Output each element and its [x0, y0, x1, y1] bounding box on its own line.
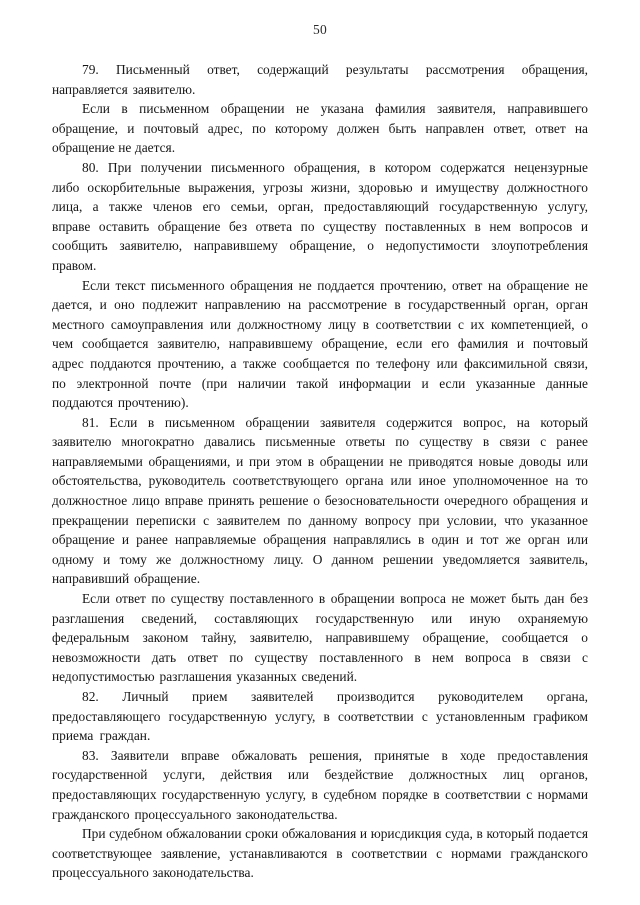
paragraph-82: 82. Личный прием заявителей производится руководителем органа, предоставляющего государственную услугу, в соответствии с установленным графиком приема граждан. [52, 689, 588, 744]
paragraph-79: 79. Письменный ответ, содержащий результаты рассмотрения обращения, направляется заявителю. [52, 62, 588, 97]
paragraph-83: 83. Заявители вправе обжаловать решения, принятые в ходе предоставления государственной услуги, действия или бездействие должностных лиц органов, предоставляющих государственную услугу, в судебном порядке в соответствии с нормами гражданского процессуального законодательства. [52, 747, 588, 822]
paragraph-court: При судебном обжаловании сроки обжалования и юрисдикция суда, в который подается соответствующее заявление, устанавливаются в соответствии с нормами гражданского процессуального законодательства. [52, 826, 588, 881]
paragraph-80: 80. При получении письменного обращения, в котором содержатся нецензурные либо оскорбительные выражения, угрозы жизни, здоровью и имуществу должностного лица, а также членов его семьи, орган, предоставляющий государственную услугу, вправе оставить обращение без ответа по существу поставленных в нем вопросов и сообщить заявителю, направившему обращение, о недопустимости злоупотребления правом. [52, 159, 588, 273]
document-body [52, 60, 588, 883]
paragraph-81: 81. Если в письменном обращении заявителя содержится вопрос, на который заявителю многократно давались письменные ответы по существу в связи с ранее направляемыми обращениями, и при этом в обращении не приводятся новые доводы или обстоятельства, руководитель соответствующего органа или иное уполномоченное на то должностное лицо вправе принять решение о безосновательности очередного обращения и прекращении переписки с заявителем по данному вопросу при условии, что указанное обращение и ранее направляемые обращения направлялись в один и тот же орган или одному и тому же должностному лицу. О данном решении уведомляется заявитель, направивший обращение. [52, 414, 588, 587]
paragraph-secret: Если ответ по существу поставленного в обращении вопроса не может быть дан без разглашения сведений, составляющих государственную или иную охраняемую федеральным законом тайну, заявителю, направившему обращение, сообщается о невозможности дать ответ по существу поставленного в нем вопроса в связи с недопустимостью разглашения указанных сведений. [52, 591, 588, 685]
paragraph-unreadable: Если текст письменного обращения не поддается прочтению, ответ на обращение не дается, и оно подлежит направлению на рассмотрение в государственный орган, орган местного самоуправления или должностному лицу в соответствии с их компетенцией, о чем сообщается заявителю, направившему обращение, если его фамилия и почтовый адрес поддаются прочтению, а также сообщается по телефону или факсимильной связи, по электронной почте (при наличии такой информации и если указанные данные поддаются прочтению). [52, 277, 588, 411]
page-number: 50 [313, 22, 327, 37]
paragraph-no-name: Если в письменном обращении не указана фамилия заявителя, направившего обращение, и почтовый адрес, по которому должен быть направлен ответ, ответ на обращение не дается. [52, 101, 588, 156]
